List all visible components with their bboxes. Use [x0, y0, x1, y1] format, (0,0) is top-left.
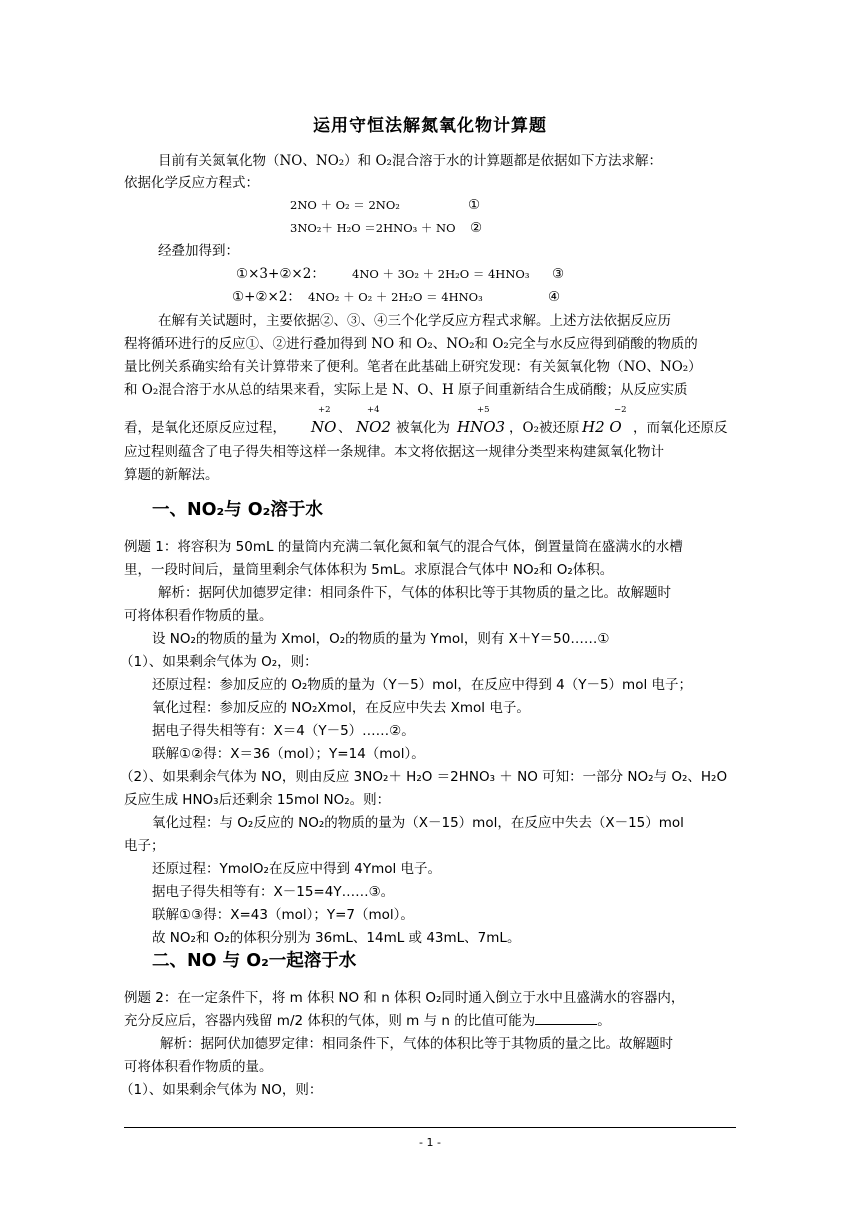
formula-no: NO	[311, 418, 337, 436]
example-2-period: 。	[597, 1013, 611, 1029]
stack-label: 经叠加得到：	[158, 243, 239, 259]
intro-line-2: 依据化学反应方程式：	[124, 175, 259, 191]
example-1-line: （2）、如果剩余气体为 NO，则由反应 3NO₂＋ H₂O ＝2HNO₃ ＋ NO 可知：一部分 NO₂与 O₂、H₂O	[120, 769, 728, 785]
section-heading-1: 一、NO₂与 O₂溶于水	[152, 500, 323, 520]
example-1-line: 设 NO₂的物质的量为 Xmol，O₂的物质的量为 Ymol，则有 X＋Y＝50……①	[152, 631, 610, 647]
example-1-line: 据电子得失相等有：X＝4（Y－5）……②。	[152, 723, 415, 739]
example-1-line: （1）、如果剩余气体为 O₂，则：	[120, 654, 318, 670]
para1-line-5-text-2: 、	[338, 420, 352, 436]
equation-1: 2NO ＋ O₂ ＝ 2NO₂	[290, 198, 400, 212]
equation-3: 4NO ＋ 3O₂ ＋ 2H₂O ＝ 4HNO₃	[352, 267, 530, 281]
example-1-line: 里，一段时间后，量筒里剩余气体体积为 5mL。求原混合气体中 NO₂和 O₂体积。	[124, 562, 614, 578]
para1-line-5-text-3: 被氧化为	[396, 420, 450, 436]
example-2-line: 解析：据阿伏加德罗定律：相同条件下，气体的体积比等于其物质的量之比。故解题时	[160, 1036, 673, 1052]
example-2-line: 例题 2：在一定条件下，将 m 体积 NO 和 n 体积 O₂同时通入倒立于水中且盛满水的容器内，	[124, 990, 685, 1006]
equation-4-prefix: ①+②×2：	[232, 289, 301, 305]
oxidation-state-no2: +4	[367, 405, 380, 415]
section-heading-2: 二、NO 与 O₂一起溶于水	[152, 951, 357, 971]
equation-2-number: ②	[470, 220, 483, 236]
example-2-line: （1）、如果剩余气体为 NO，则：	[120, 1082, 323, 1098]
example-1-line: 氧化过程：参加反应的 NO₂Xmol，在反应中失去 Xmol 电子。	[152, 700, 530, 716]
oxidation-state-h2o: −2	[614, 405, 627, 415]
example-1-line: 氧化过程：与 O₂反应的 NO₂的物质的量为（X－15）mol，在反应中失去（X－15）mol	[152, 815, 684, 831]
para1-line-4: 和 O₂混合溶于水从总的结果来看，实际上是 N、O、H 原子间重新结合生成硝酸；从反应实质	[124, 382, 688, 398]
equation-3-prefix: ①×3+②×2：	[236, 266, 325, 282]
para1-line-2: 程将循环进行的反应①、②进行叠加得到 NO 和 O₂、NO₂和 O₂完全与水反应得到硝酸的物质的	[124, 336, 698, 352]
example-1-line: 解析：据阿伏加德罗定律：相同条件下，气体的体积比等于其物质的量之比。故解题时	[158, 585, 671, 601]
example-1-line: 例题 1：将容积为 50mL 的量筒内充满二氧化氮和氧气的混合气体，倒置量筒在盛满水的水槽	[124, 539, 683, 555]
example-1-line: 故 NO₂和 O₂的体积分别为 36mL、14mL 或 43mL、7mL。	[152, 930, 521, 946]
equation-4-number: ④	[548, 289, 561, 305]
example-2-question: 充分反应后，容器内残留 m/2 体积的气体，则 m 与 n 的比值可能为	[124, 1013, 536, 1029]
para1-line-7: 算题的新解法。	[124, 467, 219, 483]
example-1-line: 联解①③得：X=43（mol）；Y=7（mol）。	[152, 907, 414, 923]
example-1-line: 电子；	[124, 838, 165, 854]
oxidation-state-hno3: +5	[477, 405, 490, 415]
example-1-line: 还原过程：参加反应的 O₂物质的量为（Y－5）mol，在反应中得到 4（Y－5）mol 电子；	[152, 677, 692, 693]
equation-4: 4NO₂ ＋ O₂ ＋ 2H₂O ＝ 4HNO₃	[308, 290, 483, 304]
page-title: 运用守恒法解氮氧化物计算题	[313, 116, 547, 136]
example-1-line: 可将体积看作物质的量。	[124, 608, 273, 624]
answer-blank[interactable]	[535, 1010, 597, 1025]
formula-h2o: H2 O	[582, 418, 622, 436]
example-1-line: 据电子得失相等有：X－15=4Y……③。	[152, 884, 395, 900]
para1-line-1: 在解有关试题时，主要依据②、③、④三个化学反应方程式求解。上述方法依据反应历	[158, 313, 671, 329]
example-1-line: 还原过程：YmolO₂在反应中得到 4Ymol 电子。	[152, 861, 442, 877]
para1-line-5-text-5: ，而氧化还原反	[633, 420, 728, 436]
para1-line-5-text-1: 看，是氧化还原反应过程，	[124, 420, 286, 436]
oxidation-state-no: +2	[318, 405, 331, 415]
equation-2: 3NO₂＋ H₂O ＝2HNO₃ ＋ NO	[290, 221, 456, 235]
equation-3-number: ③	[552, 266, 565, 282]
intro-line-1: 目前有关氮氧化物（NO、NO₂）和 O₂混合溶于水的计算题都是依据如下方法求解：	[158, 153, 662, 169]
example-1-line: 联解①②得：X＝36（mol）；Y=14（mol）。	[152, 746, 425, 762]
example-2-line: 可将体积看作物质的量。	[124, 1059, 273, 1075]
footer-rule	[124, 1127, 736, 1128]
example-2-line-with-blank	[124, 1010, 611, 1032]
para1-line-3: 量比例关系确实给有关计算带来了便利。笔者在此基础上研究发现：有关氮氧化物（NO、NO₂）	[124, 359, 702, 375]
para1-line-6: 应过程则蕴含了电子得失相等这样一条规律。本文将依据这一规律分类型来构建氮氧化物计	[124, 444, 664, 460]
page-number: - 1 -	[419, 1136, 441, 1149]
formula-hno3: HNO3	[457, 418, 506, 436]
example-1-line: 反应生成 HNO₃后还剩余 15mol NO₂。则：	[124, 792, 391, 808]
equation-1-number: ①	[468, 197, 481, 213]
para1-line-5-text-4: ，O₂被还原	[509, 420, 580, 436]
formula-no2: NO2	[356, 418, 391, 436]
